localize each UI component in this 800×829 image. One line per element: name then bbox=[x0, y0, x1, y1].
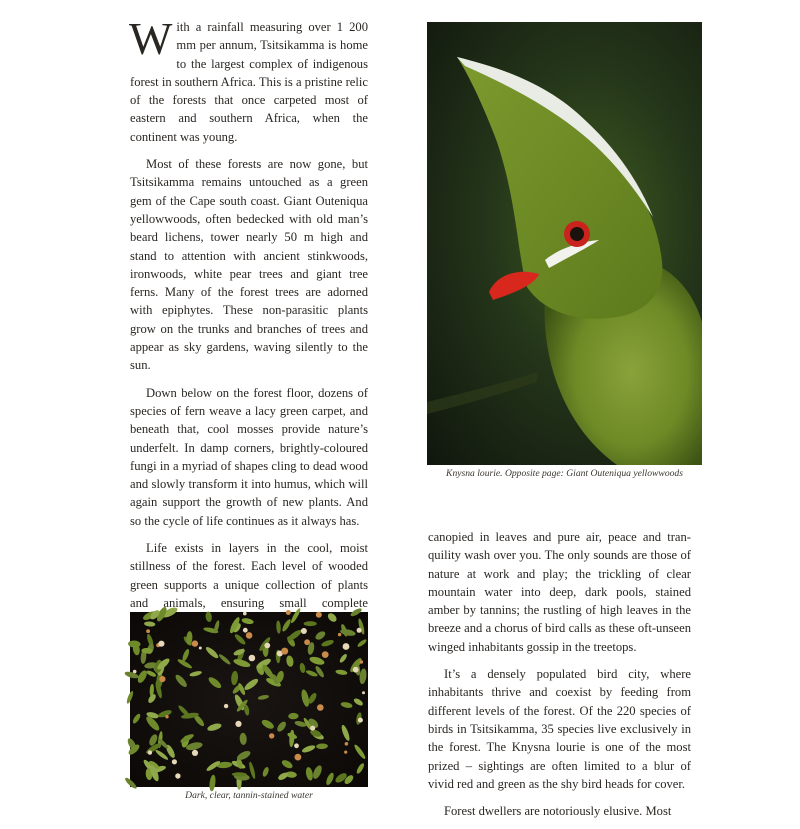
paragraph-7: It’s a densely populated bird city, where inhabitants thrive and coexist by feeding from different levels of the forest. Of the 220 species of birds in Tsitsikamma, 35 species live exclusively in the forest. The Knysna lourie is one of the most prized – sightings are often limited to a blur of vivid red and green as the shy bird heads for cover. bbox=[428, 667, 691, 791]
floating-leaf bbox=[157, 709, 172, 719]
floating-leaf bbox=[241, 617, 254, 625]
floating-leaf bbox=[205, 611, 213, 622]
floating-leaf bbox=[325, 772, 335, 786]
floating-leaf bbox=[305, 766, 314, 781]
floating-leaf bbox=[233, 633, 246, 646]
floating-petal bbox=[158, 641, 164, 647]
floating-petal bbox=[243, 612, 247, 616]
floating-leaf bbox=[126, 690, 135, 704]
lourie-head bbox=[457, 57, 662, 319]
floating-leaf bbox=[154, 749, 169, 761]
floating-petal bbox=[133, 670, 137, 674]
floating-leaf bbox=[301, 744, 316, 754]
floating-leaf bbox=[304, 621, 317, 626]
floating-petal bbox=[159, 676, 165, 682]
paragraph-2: Most of these forests are now gone, but Tsitsikamma remains untouched as a green gem of the Cape south coast. Giant Outeniqua yellowwoods, often bedecked with old man’s beard lichens, tower nearly 50 m high and stand to attention with ancient stinkwoods, ironwoods, white pear trees and giant tree ferns. Many of the forest trees are adorned with epiphytes. These non-parasitic plants grow on the trunks and branches of trees and appear as sky gardens, waving silently to the sun. bbox=[130, 157, 368, 373]
floating-leaf bbox=[124, 670, 140, 679]
floating-leaf bbox=[314, 630, 327, 642]
floating-leaf bbox=[231, 671, 239, 686]
floating-petal bbox=[175, 773, 180, 778]
paragraph-4: Life exists in layers in the cool, moist stillness of the forest. Each level of wooded green supports a unique collection of plants and animals, ensuring small complete bbox=[130, 541, 368, 610]
floating-petal bbox=[264, 643, 270, 649]
floating-leaf bbox=[338, 653, 348, 664]
floating-petal bbox=[353, 667, 359, 673]
floating-leaf bbox=[340, 724, 351, 742]
floating-leaf bbox=[353, 743, 367, 760]
floating-petal bbox=[148, 750, 152, 754]
floating-leaf bbox=[289, 730, 295, 748]
floating-petal bbox=[310, 726, 315, 731]
water-caption: Dark, clear, tannin-stained water bbox=[185, 790, 313, 801]
floating-petal bbox=[281, 648, 288, 655]
floating-leaf bbox=[131, 713, 141, 725]
floating-petal bbox=[192, 750, 198, 756]
floating-leaf bbox=[335, 669, 348, 676]
floating-petal bbox=[316, 612, 322, 618]
paragraph-8: Forest dwellers are notoriously elusive. Most bbox=[444, 804, 672, 819]
floating-leaf bbox=[262, 766, 270, 777]
paragraph-3: Down below on the forest floor, dozens of species of fern weave a lacy green carpet, and beneath that, cool mosses provide nature’s underfelt. In damp corners, brightly-coloured fungi in a myriad of shapes cling to dead wood and slowly transform it into humus, which will again support the growth of new plants. And so the cycle of life continues as it always has. bbox=[130, 385, 368, 528]
floating-leaf bbox=[285, 655, 294, 667]
floating-leaf bbox=[326, 612, 338, 624]
floating-petal bbox=[199, 647, 202, 650]
floating-petal bbox=[249, 655, 256, 662]
floating-petal bbox=[146, 629, 150, 633]
floating-leaf bbox=[257, 694, 269, 700]
floating-leaf bbox=[276, 720, 288, 733]
floating-petal bbox=[243, 628, 248, 633]
lourie-caption: Knysna lourie. Opposite page: Giant Outeniqua yellowwoods bbox=[446, 468, 683, 479]
floating-leaf bbox=[286, 628, 303, 642]
floating-leaf bbox=[316, 743, 328, 749]
floating-leaf bbox=[144, 621, 156, 627]
floating-petal bbox=[343, 643, 350, 650]
floating-petal bbox=[246, 632, 253, 639]
floating-petal bbox=[294, 743, 299, 748]
floating-petal bbox=[338, 633, 341, 636]
paragraph-1: With a rainfall measuring over 1 200 mm per annum, Tsitsikamma is home to the largest complex of indigenous forest in southern Africa. This is a pristine relic of the forests that once carpeted most of eastern and southern Africa, when the continent was young. bbox=[129, 13, 368, 144]
floating-leaf bbox=[239, 733, 247, 746]
floating-leaf bbox=[311, 764, 323, 780]
floating-leaf bbox=[260, 718, 275, 731]
drop-cap: W bbox=[129, 13, 173, 64]
floating-petal bbox=[357, 628, 362, 633]
lourie-illustration bbox=[427, 22, 702, 465]
floating-petal bbox=[224, 704, 228, 708]
floating-leaf bbox=[207, 675, 223, 690]
floating-petal bbox=[235, 721, 241, 727]
floating-leaf bbox=[243, 677, 260, 692]
floating-petal bbox=[172, 759, 177, 764]
floating-leaf bbox=[321, 639, 335, 648]
floating-petal bbox=[358, 718, 363, 723]
background-branch bbox=[427, 372, 537, 414]
floating-leaves-illustration bbox=[130, 612, 368, 787]
floating-petal bbox=[286, 610, 291, 615]
floating-leaf bbox=[281, 618, 292, 632]
right-text-column bbox=[428, 528, 691, 829]
floating-leaf bbox=[300, 689, 310, 708]
knysna-lourie-photo bbox=[427, 22, 702, 465]
floating-leaf bbox=[233, 658, 252, 669]
floating-leaf bbox=[181, 648, 190, 662]
floating-petal bbox=[360, 660, 363, 663]
floating-leaf bbox=[356, 638, 367, 648]
floating-petal bbox=[165, 715, 168, 718]
floating-leaf bbox=[280, 758, 293, 769]
floating-leaf bbox=[340, 701, 353, 709]
floating-leaf bbox=[209, 774, 217, 791]
floating-leaf bbox=[204, 645, 219, 659]
floating-leaf bbox=[189, 670, 202, 677]
floating-leaf bbox=[207, 722, 223, 732]
floating-petal bbox=[269, 733, 274, 738]
floating-petal bbox=[304, 639, 310, 645]
floating-petal bbox=[301, 628, 307, 634]
lourie-eye bbox=[570, 227, 584, 241]
tannin-water-photo bbox=[130, 612, 368, 787]
paragraph-6: canopied in leaves and pure air, peace and tranquility wash over you. The only sounds are those of nature at work and play; the trickling of clear mountain water into deep, dark pools, stained amber by tannins; the rustling of high leaves in the breeze and a chorus of bird calls as these oft-unseen winged inhabitants gossip in the treetops. bbox=[428, 530, 691, 654]
floating-petal bbox=[344, 751, 347, 754]
floating-leaf bbox=[288, 713, 299, 720]
floating-leaf bbox=[299, 663, 306, 674]
floating-leaf bbox=[124, 776, 138, 790]
floating-leaf bbox=[314, 665, 325, 679]
floating-petal bbox=[322, 651, 329, 658]
floating-leaf bbox=[353, 697, 364, 707]
floating-leaf bbox=[174, 673, 189, 689]
floating-petal bbox=[295, 754, 302, 761]
floating-leaf bbox=[218, 653, 232, 666]
floating-petal bbox=[317, 704, 324, 711]
floating-petal bbox=[192, 640, 198, 646]
floating-leaf bbox=[276, 620, 281, 633]
floating-petal bbox=[345, 742, 349, 746]
floating-leaf bbox=[355, 762, 365, 774]
floating-petal bbox=[362, 691, 365, 694]
